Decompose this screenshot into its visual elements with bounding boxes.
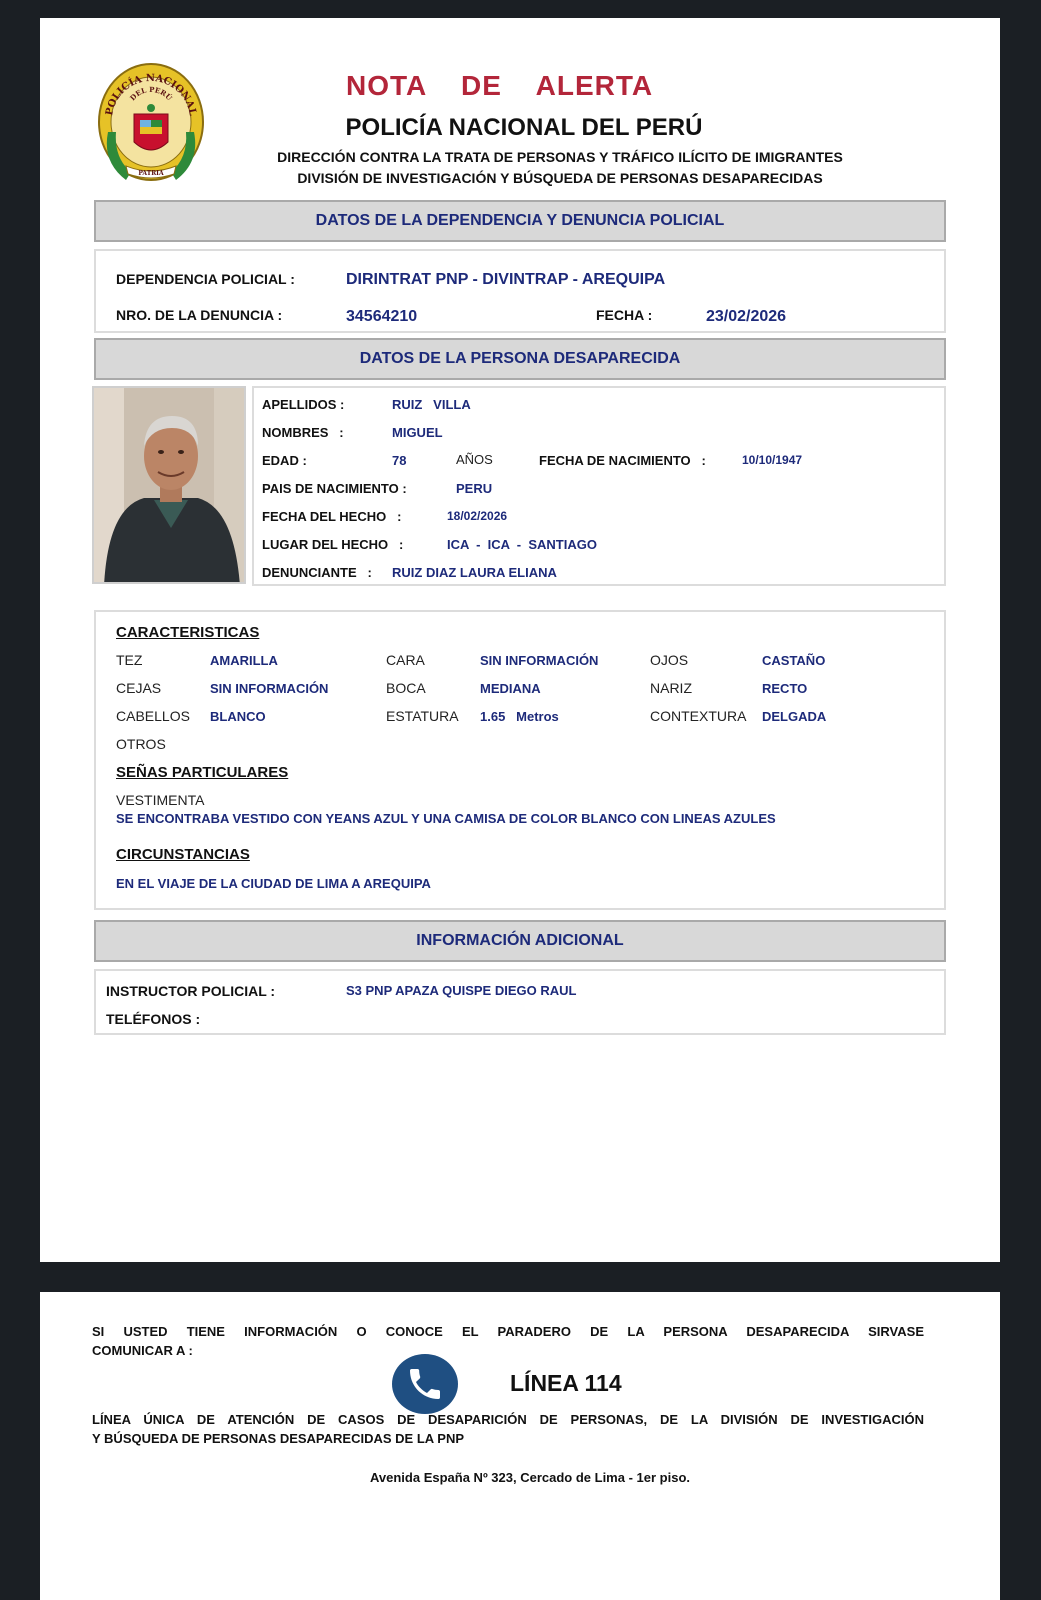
edad-value: 78: [392, 453, 407, 468]
estatura-value: 1.65 Metros: [480, 709, 559, 724]
cejas-value: SIN INFORMACIÓN: [210, 681, 329, 696]
hotline-number: LÍNEA 114: [510, 1370, 622, 1396]
info-request-line-1: SI USTED TIENE INFORMACIÓN O CONOCE EL PARADERO DE LA PERSONA DESAPARECIDA SIRVASE: [92, 1324, 924, 1339]
otros-label: OTROS: [116, 736, 166, 752]
fecha-denuncia-value: 23/02/2026: [706, 308, 787, 325]
unica-line-1: LÍNEA ÚNICA DE ATENCIÓN DE CASOS DE DESAPARICIÓN DE PERSONAS, DE LA DIVISIÓN DE INVESTIGACIÓN: [92, 1412, 924, 1427]
apellidos-label: APELLIDOS :: [262, 397, 345, 412]
tez-value: AMARILLA: [210, 653, 278, 668]
dependencia-section-title: DATOS DE LA DEPENDENCIA Y DENUNCIA POLICIAL: [315, 212, 725, 229]
ojos-value: CASTAÑO: [762, 653, 826, 668]
anos-label: AÑOS: [456, 452, 493, 467]
dependencia-value: DIRINTRAT PNP - DIVINTRAP - AREQUIPA: [346, 271, 666, 288]
cejas-label: CEJAS: [116, 680, 162, 696]
contextura-label: CONTEXTURA: [650, 708, 747, 724]
unica-text-2: [92, 1429, 924, 1448]
telefonos-label: TELÉFONOS :: [106, 1011, 201, 1027]
adicional-box: [94, 969, 946, 1035]
info-request-line-2: COMUNICAR A :: [92, 1343, 193, 1358]
nombres-label: NOMBRES :: [262, 425, 344, 440]
alert-title-word-2: DE: [461, 70, 502, 101]
dependencia-label: DEPENDENCIA POLICIAL :: [116, 271, 295, 287]
fecha-hecho-value: 18/02/2026: [447, 509, 508, 523]
circunstancias-value: EN EL VIAJE DE LA CIUDAD DE LIMA A AREQUIPA: [116, 876, 431, 891]
unica-text: [92, 1410, 924, 1429]
instructor-value: S3 PNP APAZA QUISPE DIEGO RAUL: [346, 983, 577, 998]
lugar-hecho-value: ICA - ICA - SANTIAGO: [447, 537, 597, 552]
institution-title: POLICÍA NACIONAL DEL PERÚ: [345, 114, 703, 141]
lugar-hecho-label: LUGAR DEL HECHO :: [262, 537, 404, 552]
cabellos-value: BLANCO: [210, 709, 266, 724]
alert-sheet: [40, 18, 1000, 1262]
persona-section-title: DATOS DE LA PERSONA DESAPARECIDA: [359, 350, 681, 367]
pais-nacimiento-value: PERU: [456, 481, 493, 496]
senas-heading: SEÑAS PARTICULARES: [116, 764, 289, 781]
instructor-label: INSTRUCTOR POLICIAL :: [106, 983, 276, 999]
apellidos-value: RUIZ VILLA: [392, 397, 471, 412]
division-subtitle: DIVISIÓN DE INVESTIGACIÓN Y BÚSQUEDA DE PERSONAS DESAPARECIDAS: [297, 170, 823, 186]
nariz-value: RECTO: [762, 681, 808, 696]
denunciante-value: RUIZ DIAZ LAURA ELIANA: [392, 565, 557, 580]
pais-nacimiento-label: PAIS DE NACIMIENTO :: [262, 481, 407, 496]
contact-sheet: [40, 1292, 1000, 1600]
cara-label: CARA: [386, 652, 425, 668]
circunstancias-heading: CIRCUNSTANCIAS: [116, 846, 250, 863]
fecha-nacimiento-label: FECHA DE NACIMIENTO :: [539, 453, 706, 468]
alert-title-word-3: ALERTA: [535, 70, 654, 101]
dependencia-box: [94, 249, 946, 333]
boca-value: MEDIANA: [480, 681, 541, 696]
adicional-section-title: INFORMACIÓN ADICIONAL: [416, 932, 624, 949]
adicional-section-bar: [94, 920, 946, 962]
svg-text:DEL PERÚ: DEL PERÚ: [127, 84, 175, 103]
edad-label: EDAD :: [262, 453, 307, 468]
estatura-label: ESTATURA: [386, 708, 459, 724]
nro-denuncia-label: NRO. DE LA DENUNCIA :: [116, 307, 283, 323]
vestimenta-label: VESTIMENTA: [116, 792, 205, 808]
caracteristicas-heading: CARACTERISTICAS: [116, 624, 260, 641]
persona-section-bar: [94, 338, 946, 380]
nariz-label: NARIZ: [650, 680, 692, 696]
alert-title: [346, 70, 653, 102]
boca-label: BOCA: [386, 680, 426, 696]
contextura-value: DELGADA: [762, 709, 827, 724]
nro-denuncia-value: 34564210: [346, 308, 418, 325]
svg-text:POLICÍA NACIONAL: POLICÍA NACIONAL: [104, 72, 198, 117]
fecha-hecho-label: FECHA DEL HECHO :: [262, 509, 402, 524]
missing-person-photo: [92, 386, 246, 584]
vestimenta-value: SE ENCONTRABA VESTIDO CON YEANS AZUL Y UNA CAMISA DE COLOR BLANCO CON LINEAS AZULES: [116, 811, 776, 826]
svg-text:PATRIA: PATRIA: [138, 170, 164, 177]
nombres-value: MIGUEL: [392, 425, 443, 440]
caracteristicas-box: [94, 610, 946, 910]
dependencia-section-bar: [94, 200, 946, 242]
phone-icon: [392, 1354, 458, 1414]
info-request-text: [92, 1322, 924, 1341]
persona-box: [252, 386, 946, 586]
cabellos-label: CABELLOS: [116, 708, 190, 724]
denunciante-label: DENUNCIANTE :: [262, 565, 372, 580]
cara-value: SIN INFORMACIÓN: [480, 653, 599, 668]
tez-label: TEZ: [116, 652, 143, 668]
info-request-text-2: [92, 1341, 924, 1360]
ojos-label: OJOS: [650, 652, 689, 668]
address: Avenida España Nº 323, Cercado de Lima - 1er piso.: [370, 1470, 690, 1485]
direction-subtitle: DIRECCIÓN CONTRA LA TRATA DE PERSONAS Y TRÁFICO ILÍCITO DE IMIGRANTES: [277, 149, 843, 165]
fecha-denuncia-label: FECHA :: [596, 307, 653, 323]
unica-line-2: Y BÚSQUEDA DE PERSONAS DESAPARECIDAS DE LA PNP: [92, 1431, 465, 1446]
fecha-nacimiento-value: 10/10/1947: [742, 453, 803, 467]
alert-title-word-1: NOTA: [346, 70, 427, 101]
